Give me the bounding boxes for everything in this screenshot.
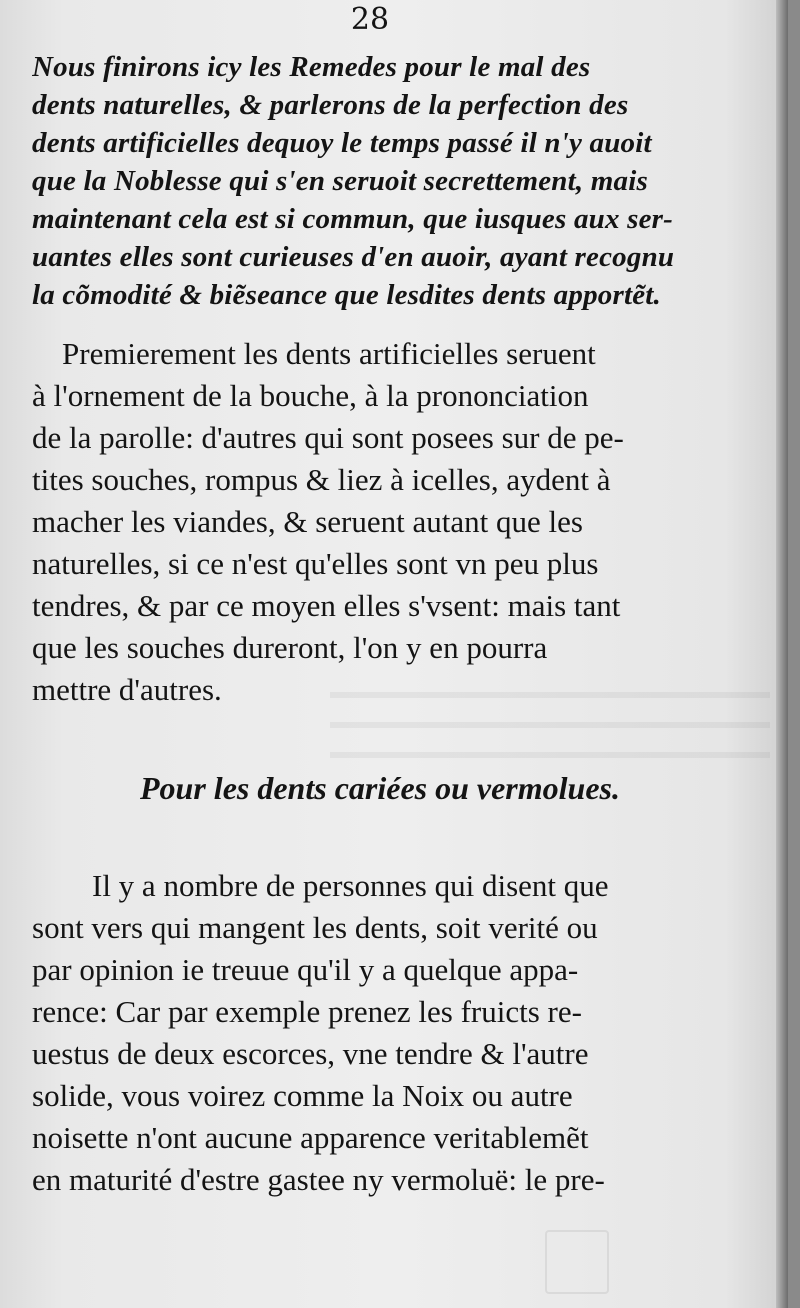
text-line: Premierement les dents artificielles seruent xyxy=(62,336,596,371)
text-line: à l'ornement de la bouche, à la prononciation xyxy=(32,378,589,413)
text-line: maintenant cela est si commun, que iusques aux ser- xyxy=(32,203,674,235)
text-line: que la Noblesse qui s'en seruoit secrettement, mais xyxy=(32,165,648,197)
page-number: 28 xyxy=(350,2,390,37)
section-heading: Pour les dents cariées ou vermolues. xyxy=(140,770,620,806)
text-line: dents artificielles dequoy le temps passé il n'y auoit xyxy=(32,127,652,159)
faint-stamp xyxy=(545,1230,609,1294)
text-line: macher les viandes, & seruent autant que les xyxy=(32,504,583,539)
text-line: Nous finirons icy les Remedes pour le mal des xyxy=(32,51,591,83)
text-line: rence: Car par exemple prenez les fruicts re- xyxy=(32,994,582,1029)
text-line: mettre d'autres. xyxy=(32,672,222,707)
text-line: que les souches dureront, l'on y en pourra xyxy=(32,630,548,665)
text-line: la cõmodité & biẽseance que lesdites dents apportẽt. xyxy=(32,279,661,311)
text-line: sont vers qui mangent les dents, soit verité ou xyxy=(32,910,598,945)
text-line: tites souches, rompus & liez à icelles, aydent à xyxy=(32,462,611,497)
text-line: solide, vous voirez comme la Noix ou autre xyxy=(32,1078,573,1113)
text-line: en maturité d'estre gastee ny vermoluë: le pre- xyxy=(32,1162,605,1197)
text-line: noisette n'ont aucune apparence veritablemẽt xyxy=(32,1120,589,1155)
text-line: par opinion ie treuue qu'il y a quelque appa- xyxy=(32,952,579,987)
text-line: dents naturelles, & parlerons de la perfection des xyxy=(32,89,629,121)
text-line: uantes elles sont curieuses d'en auoir, ayant recognu xyxy=(32,241,675,273)
text-line: uestus de deux escorces, vne tendre & l'autre xyxy=(32,1036,589,1071)
text-line: de la parolle: d'autres qui sont posees sur de pe- xyxy=(32,420,624,455)
page-edge-shadow xyxy=(776,0,788,1308)
text-line: naturelles, si ce n'est qu'elles sont vn peu plus xyxy=(32,546,599,581)
text-line: tendres, & par ce moyen elles s'vsent: mais tant xyxy=(32,588,621,623)
text-line: Il y a nombre de personnes qui disent que xyxy=(92,868,609,903)
